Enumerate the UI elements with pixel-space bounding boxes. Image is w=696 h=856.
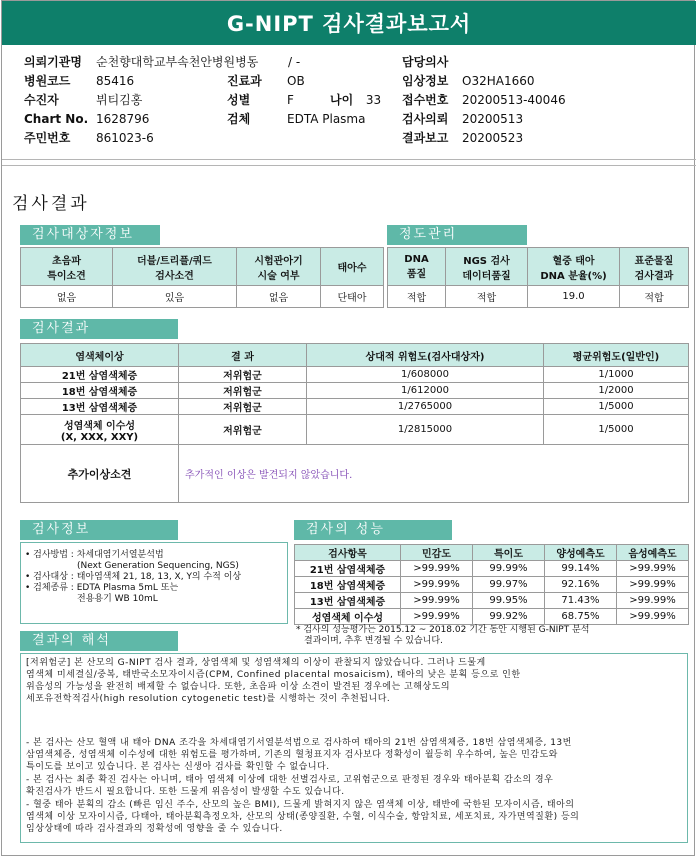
result-row-cell: 1/608000 bbox=[307, 367, 544, 383]
info-value: 20200523 bbox=[462, 131, 524, 145]
method-line: (Next Generation Sequencing, NGS) bbox=[77, 561, 239, 571]
result-row bbox=[21, 367, 689, 383]
divider bbox=[2, 159, 696, 160]
interp-paragraph bbox=[26, 737, 676, 773]
info-label: 수진자 bbox=[24, 93, 59, 107]
result-row bbox=[21, 415, 689, 445]
result-row-cell: 저위험군 bbox=[179, 399, 307, 415]
perf-row-cell: 13번 삼염색체증 bbox=[295, 593, 401, 609]
result-header-cell: 결 과 bbox=[179, 344, 307, 367]
info-value: 뷔티김홍 bbox=[96, 93, 143, 107]
result-header-cell: 상대적 위험도(검사대상자) bbox=[307, 344, 544, 367]
info-label: 주민번호 bbox=[24, 131, 71, 145]
interp-line: 임상상태에 따라 검사결과의 정확성에 영향을 줄 수 있습니다. bbox=[26, 824, 283, 834]
interp-line: 확진검사가 반드시 필요합니다. 또한 드물게 위음성이 발생할 수도 있습니다. bbox=[26, 787, 345, 797]
info-value: 20200513-40046 bbox=[462, 93, 566, 107]
interp-paragraph bbox=[26, 657, 676, 705]
perf-row-cell: >99.99% bbox=[617, 609, 689, 625]
info-label: 결과보고 bbox=[402, 131, 449, 145]
info-row bbox=[24, 72, 258, 91]
qc-header-cell: 혈중 태아 DNA 분율(%) bbox=[528, 248, 620, 286]
method-line: 전용용기 WB 10mL bbox=[77, 594, 158, 604]
info-row bbox=[24, 129, 258, 148]
age-field bbox=[330, 91, 381, 110]
perf-header-cell: 양성예측도 bbox=[545, 545, 617, 561]
result-row-cell: 저위험군 bbox=[179, 367, 307, 383]
qc-header-cell: 표준물질 검사결과 bbox=[620, 248, 689, 286]
interp-line: - 본 검사는 최종 확진 검사는 아니며, 태아 염색체 이상에 대한 선별검사로, 고위험군으로 판정된 경우와 태아분획 감소의 경우 bbox=[26, 775, 554, 785]
result-row-cell: 1/5000 bbox=[544, 399, 689, 415]
subject-value-cell: 없음 bbox=[237, 286, 321, 308]
section-title: 검사결과 bbox=[12, 194, 90, 214]
info-row bbox=[24, 53, 258, 72]
perf-row-cell: 21번 삼염색체증 bbox=[295, 561, 401, 577]
perf-row bbox=[295, 577, 689, 593]
perf-row-cell: >99.99% bbox=[401, 609, 473, 625]
info-row bbox=[402, 53, 566, 72]
subject-header-cell: 더블/트리플/쿼드 검사소견 bbox=[113, 248, 237, 286]
performance-table bbox=[294, 544, 689, 625]
subject-header-cell: 태아수 bbox=[321, 248, 384, 286]
interp-line: 위음성의 가능성을 완전히 배제할 수 없습니다. 또한, 초음파 이상 소견이 발견된 경우에는 고해상도의 bbox=[26, 682, 451, 692]
perf-row-cell: 99.97% bbox=[473, 577, 545, 593]
info-label: Chart No. bbox=[24, 112, 89, 126]
perf-header-cell: 음성예측도 bbox=[617, 545, 689, 561]
result-row-cell: 13번 삼염색체증 bbox=[21, 399, 179, 415]
qc-table bbox=[387, 247, 689, 308]
perf-row-cell: 92.16% bbox=[545, 577, 617, 593]
result-table bbox=[20, 343, 689, 503]
result-row-cell: 저위험군 bbox=[179, 383, 307, 399]
info-row bbox=[227, 72, 365, 91]
extra-findings-label: 추가이상소견 bbox=[21, 445, 179, 503]
interp-line: 세포유전학적검사(high resolution cytogenetic test)를 시행하는 것이 추천됩니다. bbox=[26, 694, 391, 704]
interp-line: [저위험군] 본 산모의 G-NIPT 검사 결과, 상염색체 및 성염색체의 이상이 관찰되지 않았습니다. 그러나 드물게 bbox=[26, 658, 486, 668]
interp-line: 특이도를 보이고 있습니다. 본 검사는 신생아 검사를 확인할 수 없습니다. bbox=[26, 762, 330, 772]
subject-value-cell: 단태아 bbox=[321, 286, 384, 308]
qc-value-cell: 적합 bbox=[446, 286, 528, 308]
interp-line: 염색체 미세결실/중복, 태반국소모자이시즘(CPM, Confined placental mosaicism), 태아의 낮은 분획 등으로 인한 bbox=[26, 670, 521, 680]
result-header-cell: 평균위험도(일반인) bbox=[544, 344, 689, 367]
method-box bbox=[20, 542, 288, 624]
result-row bbox=[21, 383, 689, 399]
info-right-column bbox=[402, 53, 566, 148]
perf-row-cell: 99.92% bbox=[473, 609, 545, 625]
result-row-cell: 1/1000 bbox=[544, 367, 689, 383]
perf-row-cell: >99.99% bbox=[617, 561, 689, 577]
qc-tab: 정도관리 bbox=[387, 225, 527, 245]
perf-row-cell: 성염색체 이수성 bbox=[295, 609, 401, 625]
perf-note-line: 결과이며, 추후 변경될 수 있습니다. bbox=[304, 636, 443, 646]
interp-line: 염색체 이상 모자이시즘, 다태아, 태아분획측정오차, 산모의 상태(종양질환, 수혈, 이식수술, 항암치료, 세포치료, 자가면역질환) 등의 bbox=[26, 812, 580, 822]
info-value: 1628796 bbox=[96, 112, 150, 126]
perf-note-line: * 검사의 성능평가는 2015.12 ~ 2018.02 기간 동안 시행된 G-NIPT 분석 bbox=[296, 625, 590, 635]
result-header-cell: 염색체이상 bbox=[21, 344, 179, 367]
info-row bbox=[402, 91, 566, 110]
info-value: EDTA Plasma bbox=[287, 112, 366, 126]
perf-row-cell: >99.99% bbox=[617, 577, 689, 593]
perf-tab: 검사의 성능 bbox=[294, 520, 452, 540]
qc-header-cell: DNA 품질 bbox=[388, 248, 446, 286]
perf-row bbox=[295, 561, 689, 577]
info-left-column bbox=[24, 53, 258, 148]
perf-row-cell: 99.14% bbox=[545, 561, 617, 577]
perf-row-cell: 71.43% bbox=[545, 593, 617, 609]
subject-value-cell: 있음 bbox=[113, 286, 237, 308]
perf-header-cell: 검사항목 bbox=[295, 545, 401, 561]
perf-header-cell: 특이도 bbox=[473, 545, 545, 561]
interp-paragraph bbox=[26, 799, 676, 835]
method-line: • 검사방법 : 차세대염기서열분석법 bbox=[25, 550, 164, 560]
info-value: F bbox=[287, 93, 294, 107]
info-row bbox=[24, 110, 258, 129]
info-row bbox=[402, 129, 566, 148]
info-value: 85416 bbox=[96, 74, 135, 88]
perf-row-cell: >99.99% bbox=[401, 561, 473, 577]
info-label: 성별 bbox=[227, 93, 251, 107]
info-value: 순천향대학교부속천안병원병동 bbox=[96, 55, 259, 69]
result-row-cell: 1/2000 bbox=[544, 383, 689, 399]
qc-header-cell: NGS 검사 데이터품질 bbox=[446, 248, 528, 286]
info-row bbox=[227, 110, 365, 129]
qc-value-cell: 19.0 bbox=[528, 286, 620, 308]
info-value: O32HA1660 bbox=[462, 74, 535, 88]
info-label: 의뢰기관명 bbox=[24, 55, 82, 69]
report-title: G-NIPT 검사결과보고서 bbox=[2, 1, 696, 45]
ward-slash: / - bbox=[288, 55, 301, 69]
perf-row-cell: >99.99% bbox=[401, 577, 473, 593]
result-row-cell: 1/2765000 bbox=[307, 399, 544, 415]
result-row-cell: 1/612000 bbox=[307, 383, 544, 399]
info-label: 진료과 bbox=[227, 74, 262, 88]
interp-line: - 혈중 태아 분획의 감소 (빠른 임신 주수, 산모의 높은 BMI), 드물게 밝혀지지 않은 염색체 이상, 태반에 국한된 모자이시즘, 태아의 bbox=[26, 800, 575, 810]
subject-value-cell: 없음 bbox=[21, 286, 113, 308]
info-label: 검사의뢰 bbox=[402, 112, 449, 126]
perf-header-cell: 민감도 bbox=[401, 545, 473, 561]
age-label: 나이 bbox=[330, 93, 354, 107]
method-line: • 검체종류 : EDTA Plasma 5mL 또는 bbox=[25, 583, 179, 593]
method-tab: 검사정보 bbox=[20, 520, 178, 540]
interp-line: 삼염색체증, 성염색체 이수성에 대한 위험도를 평가하며, 기존의 혈청표지자 검사보다 정확성이 월등히 우수하여, 높은 민감도와 bbox=[26, 750, 558, 760]
result-row-cell: 저위험군 bbox=[179, 415, 307, 445]
subject-info-tab: 검사대상자정보 bbox=[20, 225, 160, 245]
subject-info-table bbox=[20, 247, 384, 308]
qc-value-cell: 적합 bbox=[388, 286, 446, 308]
info-value: OB bbox=[287, 74, 305, 88]
info-row bbox=[24, 91, 258, 110]
interp-tab: 결과의 해석 bbox=[20, 631, 178, 651]
info-row bbox=[402, 110, 566, 129]
info-label: 임상정보 bbox=[402, 74, 449, 88]
divider bbox=[2, 165, 696, 166]
result-tab: 검사결과 bbox=[20, 319, 178, 339]
perf-row-cell: 99.95% bbox=[473, 593, 545, 609]
perf-row bbox=[295, 609, 689, 625]
perf-row-cell: 68.75% bbox=[545, 609, 617, 625]
interp-paragraph bbox=[26, 774, 676, 798]
info-row bbox=[402, 72, 566, 91]
qc-value-cell: 적합 bbox=[620, 286, 689, 308]
info-label: 검체 bbox=[227, 112, 251, 126]
info-label: 담당의사 bbox=[402, 55, 449, 69]
info-label: 병원코드 bbox=[24, 74, 71, 88]
result-row-cell: 21번 삼염색체증 bbox=[21, 367, 179, 383]
extra-findings-value: 추가적인 이상은 발견되지 않았습니다. bbox=[179, 445, 689, 503]
perf-row-cell: >99.99% bbox=[617, 593, 689, 609]
perf-note bbox=[296, 625, 690, 647]
result-row-cell: 1/2815000 bbox=[307, 415, 544, 445]
perf-row-cell: 99.99% bbox=[473, 561, 545, 577]
perf-row bbox=[295, 593, 689, 609]
result-row-cell: 1/5000 bbox=[544, 415, 689, 445]
info-value: 861023-6 bbox=[96, 131, 154, 145]
result-row-cell: 18번 삼염색체증 bbox=[21, 383, 179, 399]
age-value: 33 bbox=[365, 93, 382, 107]
perf-row-cell: >99.99% bbox=[401, 593, 473, 609]
perf-row-cell: 18번 삼염색체증 bbox=[295, 577, 401, 593]
subject-header-cell: 초음파 특이소견 bbox=[21, 248, 113, 286]
info-label: 접수번호 bbox=[402, 93, 449, 107]
result-row-cell: 성염색체 이수성 (X, XXX, XXY) bbox=[21, 415, 179, 445]
interp-line: - 본 검사는 산모 혈액 내 태아 DNA 조각을 차세대염기서열분석법으로 검사하여 태아의 21번 삼염색체증, 18번 삼염색체증, 13번 bbox=[26, 738, 572, 748]
subject-header-cell: 시험관아기 시술 여부 bbox=[237, 248, 321, 286]
result-row bbox=[21, 399, 689, 415]
info-value: 20200513 bbox=[462, 112, 524, 126]
report-frame bbox=[1, 0, 695, 856]
method-line: • 검사대상 : 태아염색체 21, 18, 13, X, Y의 수적 이상 bbox=[25, 572, 242, 582]
